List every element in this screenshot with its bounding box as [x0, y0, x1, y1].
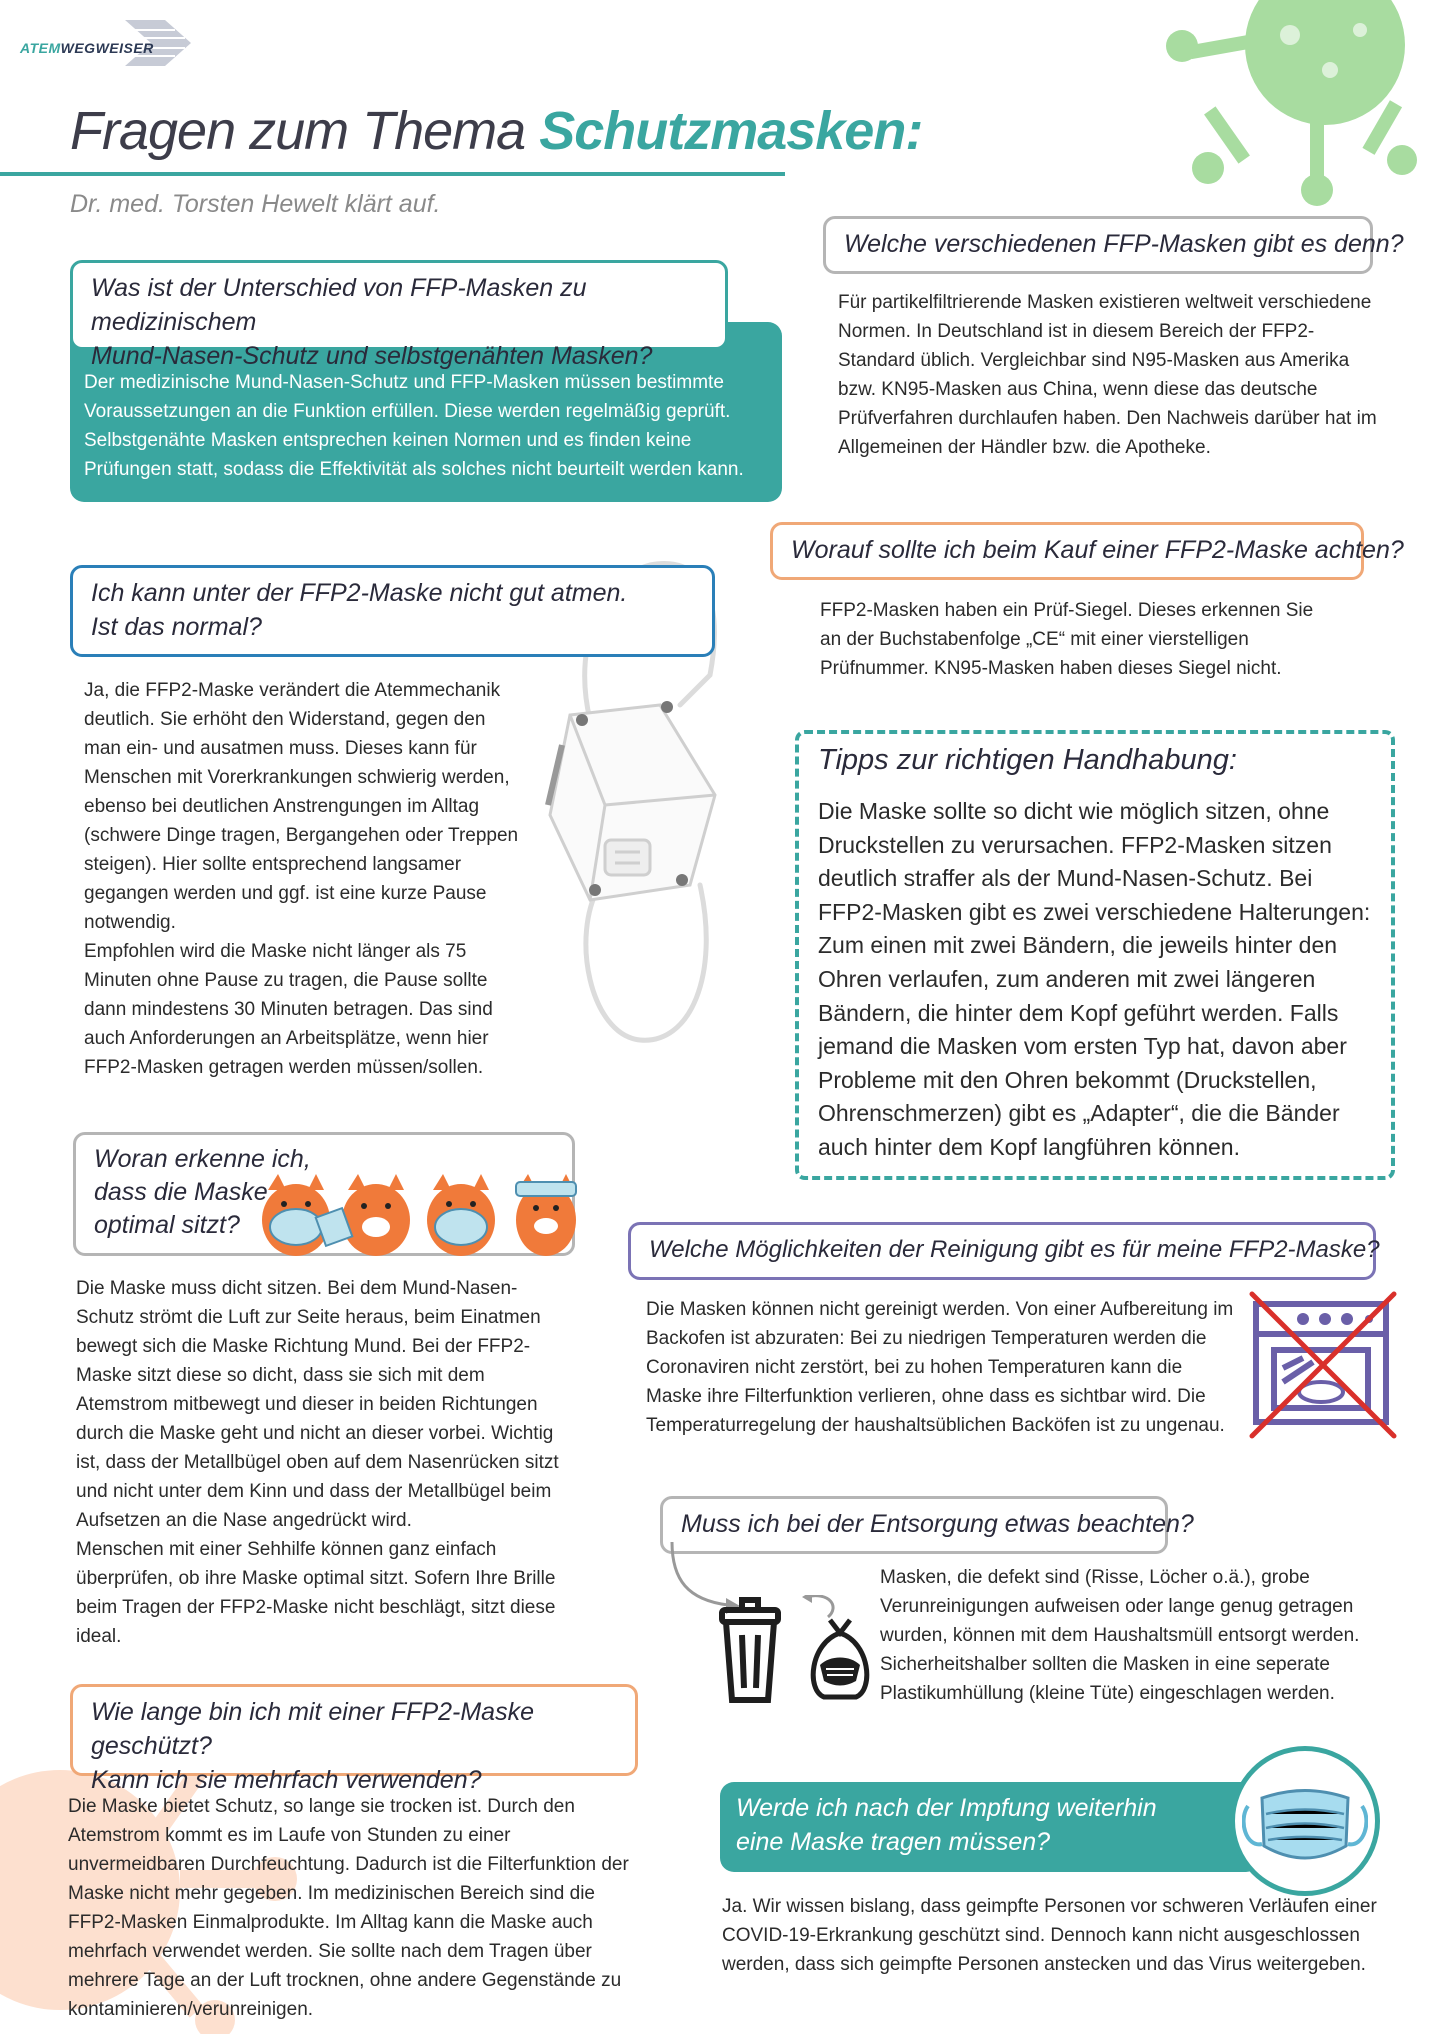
logo-text-atem: ATEM — [20, 40, 61, 56]
entsorgung-answer: Masken, die defekt sind (Risse, Löcher o.ä.), grobe Verunreinigungen aufweisen oder lange genug getragen wurden, können mit dem Haushaltsmüll entsorgt werden. Sicherheitshalber sollten die Masken in eine seperate Plastikumhüllung (kleine Tüte) eingeschlagen werden. — [880, 1567, 1360, 1704]
reinigung-question: Welche Möglichkeiten der Reinigung gibt es für meine FFP2-Maske? — [649, 1236, 1380, 1263]
impfung-question-line1: Werde ich nach der Impfung weiterhin — [736, 1794, 1157, 1822]
title-highlight: Schutzmasken: — [539, 101, 923, 161]
sitz-answer-2: Menschen mit einer Sehhilfe können ganz einfach überprüfen, ob ihre Maske optimal sitzt. Sofern Ihre Brille beim Tragen der FFP2-Maske nicht beschlägt, sitzt diese ideal. — [76, 1539, 556, 1647]
tipps-heading: Tipps zur richtigen Handhabung: — [818, 744, 1237, 776]
trash-can-icon — [668, 1540, 818, 1710]
sitz-question-line3: optimal sitzt? — [94, 1211, 240, 1239]
dauer-question-box — [70, 1684, 638, 1794]
impfung-question-line2: eine Maske tragen müssen? — [736, 1828, 1051, 1856]
unterschied-question-line1: Was ist der Unterschied von FFP-Masken zu medizinischem — [91, 274, 587, 336]
title-prefix: Fragen zum Thema — [70, 101, 540, 161]
atmen-question-line2: Ist das normal? — [91, 613, 262, 641]
brand-logo — [20, 18, 180, 68]
cats-with-masks-icon — [260, 1172, 580, 1262]
unterschied-question-box — [70, 260, 728, 370]
dauer-answer: Die Maske bietet Schutz, so lange sie trocken ist. Durch den Atemstrom kommt es im Laufe von Stunden zu einer unvermeidbaren Durchfeuchtung. Dadurch ist die Filterfunktion der Maske nicht mehr gegeben. Im medizinischen Bereich sind die FFP2-Masken Einmalprodukte. Im Alltag kann die Maske auch mehrfach verwendet werden. Sie sollte nach dem Tragen über mehrere Tage an der Luft trocknen, ohne andere Gegenstände zu kontaminieren/verunreinigen. — [68, 1796, 629, 2020]
dauer-question-line1: Wie lange bin ich mit einer FFP2-Maske geschützt? — [91, 1698, 534, 1760]
sitz-question-line2: dass die Maske — [94, 1178, 268, 1206]
entsorgung-question: Muss ich bei der Entsorgung etwas beachten? — [681, 1510, 1194, 1538]
kauf-question: Worauf sollte ich beim Kauf einer FFP2-Maske achten? — [791, 536, 1404, 564]
unterschied-question-line2: Mund-Nasen-Schutz und selbstgenähten Masken? — [91, 342, 653, 370]
oven-crossed-icon — [1248, 1290, 1398, 1440]
ffp-arten-answer: Für partikelfiltrierende Masken existieren weltweit verschiedene Normen. In Deutschland ist in diesem Bereich der FFP2-Standard üblich. Vergleichbar sind N95-Masken aus Amerika bzw. KN95-Masken aus China, wenn diese das deutsche Prüfverfahren durchlaufen haben. Den Nachweis darüber hat im Allgemeinen der Händler bzw. die Apotheke. — [838, 292, 1377, 458]
impfung-answer: Ja. Wir wissen bislang, dass geimpfte Personen vor schweren Verläufen einer COVID-19-Erkrankung geschützt sind. Dennoch kann nicht ausgeschlossen werden, dass sich geimpfte Personen anstecken und das Virus weitergeben. — [722, 1896, 1377, 1975]
title-underline — [0, 172, 785, 176]
impfung-question — [736, 1791, 1157, 1859]
kauf-answer: FFP2-Masken haben ein Prüf-Siegel. Dieses erkennen Sie an der Buchstabenfolge „CE“ mit einer vierstelligen Prüfnummer. KN95-Masken haben dieses Siegel nicht. — [820, 600, 1314, 679]
logo-text-wegweiser: WEGWEISER — [60, 40, 154, 56]
surgical-mask-icon — [1242, 1780, 1368, 1870]
ffp-arten-question: Welche verschiedenen FFP-Masken gibt es denn? — [844, 230, 1404, 258]
virus-icon — [1160, 0, 1440, 210]
page-subtitle: Dr. med. Torsten Hewelt klärt auf. — [70, 190, 441, 218]
ffp-arten-question-box — [823, 216, 1404, 274]
sitz-question-line1: Woran erkenne ich, — [94, 1145, 311, 1173]
atmen-answer-2: Empfohlen wird die Maske nicht länger als 75 Minuten ohne Pause zu tragen, die Pause sollte dann mindestens 30 Minuten betragen. Das sind auch Anforderungen an Arbeitsplätze, wenn hier FFP2-Masken getragen werden müssen/sollen. — [84, 941, 493, 1078]
kauf-question-box — [770, 522, 1404, 580]
reinigung-answer: Die Masken können nicht gereinigt werden. Von einer Aufbereitung im Backofen ist abzuraten: Bei zu niedrigen Temperaturen werden die Coronaviren nicht zerstört, bei zu hohen Temperaturen kann die Maske ihre Filterfunktion verlieren, ohne dass es sichtbar wird. Die Temperaturregelung der haushaltsüblichen Backöfen ist zu ungenau. — [646, 1299, 1234, 1436]
mask-bag-icon — [800, 1595, 880, 1705]
atmen-question-line1: Ich kann unter der FFP2-Maske nicht gut atmen. — [91, 579, 628, 607]
atmen-answer: Ja, die FFP2-Maske verändert die Atemmechanik deutlich. Sie erhöht den Widerstand, gegen den man ein- und ausatmen muss. Dieses kann für Menschen mit Vorerkrankungen schwierig werden, ebenso bei deutlichen Anstrengungen im Alltag (schwere Dinge tragen, Bergangehen oder Treppen steigen). Hier sollte entsprechend langsamer gegangen werden und ggf. ist eine kurze Pause notwendig. — [84, 680, 519, 933]
tipps-text: Die Maske sollte so dicht wie möglich sitzen, ohne Druckstellen zu verursachen. FFP2-Masken sitzen deutlich straffer als der Mund-Nasen-Schutz. Bei FFP2-Masken gibt es zwei verschiedene Halterungen: Zum einen mit zwei Bändern, die jeweils hinter den Ohren verlaufen, zum anderen mit zwei längeren Bändern, die hinter dem Kopf geführt werden. Falls jemand die Masken vom ersten Typ hat, davon aber Probleme mit den Ohren bekommt (Druckstellen, Ohrenschmerzen) gibt es „Adapter“, die die Bänder auch hinter dem Kopf langführen können. — [818, 798, 1371, 1160]
unterschied-answer: Der medizinische Mund-Nasen-Schutz und FFP-Masken müssen bestimmte Voraussetzungen an die Funktion erfüllen. Diese werden regelmäßig geprüft. Selbstgenähte Masken entsprechen keinen Normen und es finden keine Prüfungen statt, sodass die Effektivität als solches nicht beurteilt werden kann. — [84, 372, 744, 480]
dauer-question-line2: Kann ich sie mehrfach verwenden? — [91, 1766, 482, 1794]
page-title — [70, 100, 922, 162]
atmen-question-box — [70, 565, 715, 657]
reinigung-question-box — [628, 1222, 1380, 1280]
sitz-answer: Die Maske muss dicht sitzen. Bei dem Mund-Nasen-Schutz strömt die Luft zur Seite heraus, beim Einatmen bewegt sich die Maske Richtung Mund. Bei der FFP2-Maske sitzt diese so dicht, dass sie sich mit dem Atemstrom mitbewegt und dieser in beiden Richtungen durch die Maske geht und nicht an dieser vorbei. Wichtig ist, dass der Metallbügel oben auf dem Nasenrücken sitzt und nicht unter dem Kinn und dass der Metallbügel beim Aufsetzen an die Nase angedrückt wird. — [76, 1278, 559, 1531]
